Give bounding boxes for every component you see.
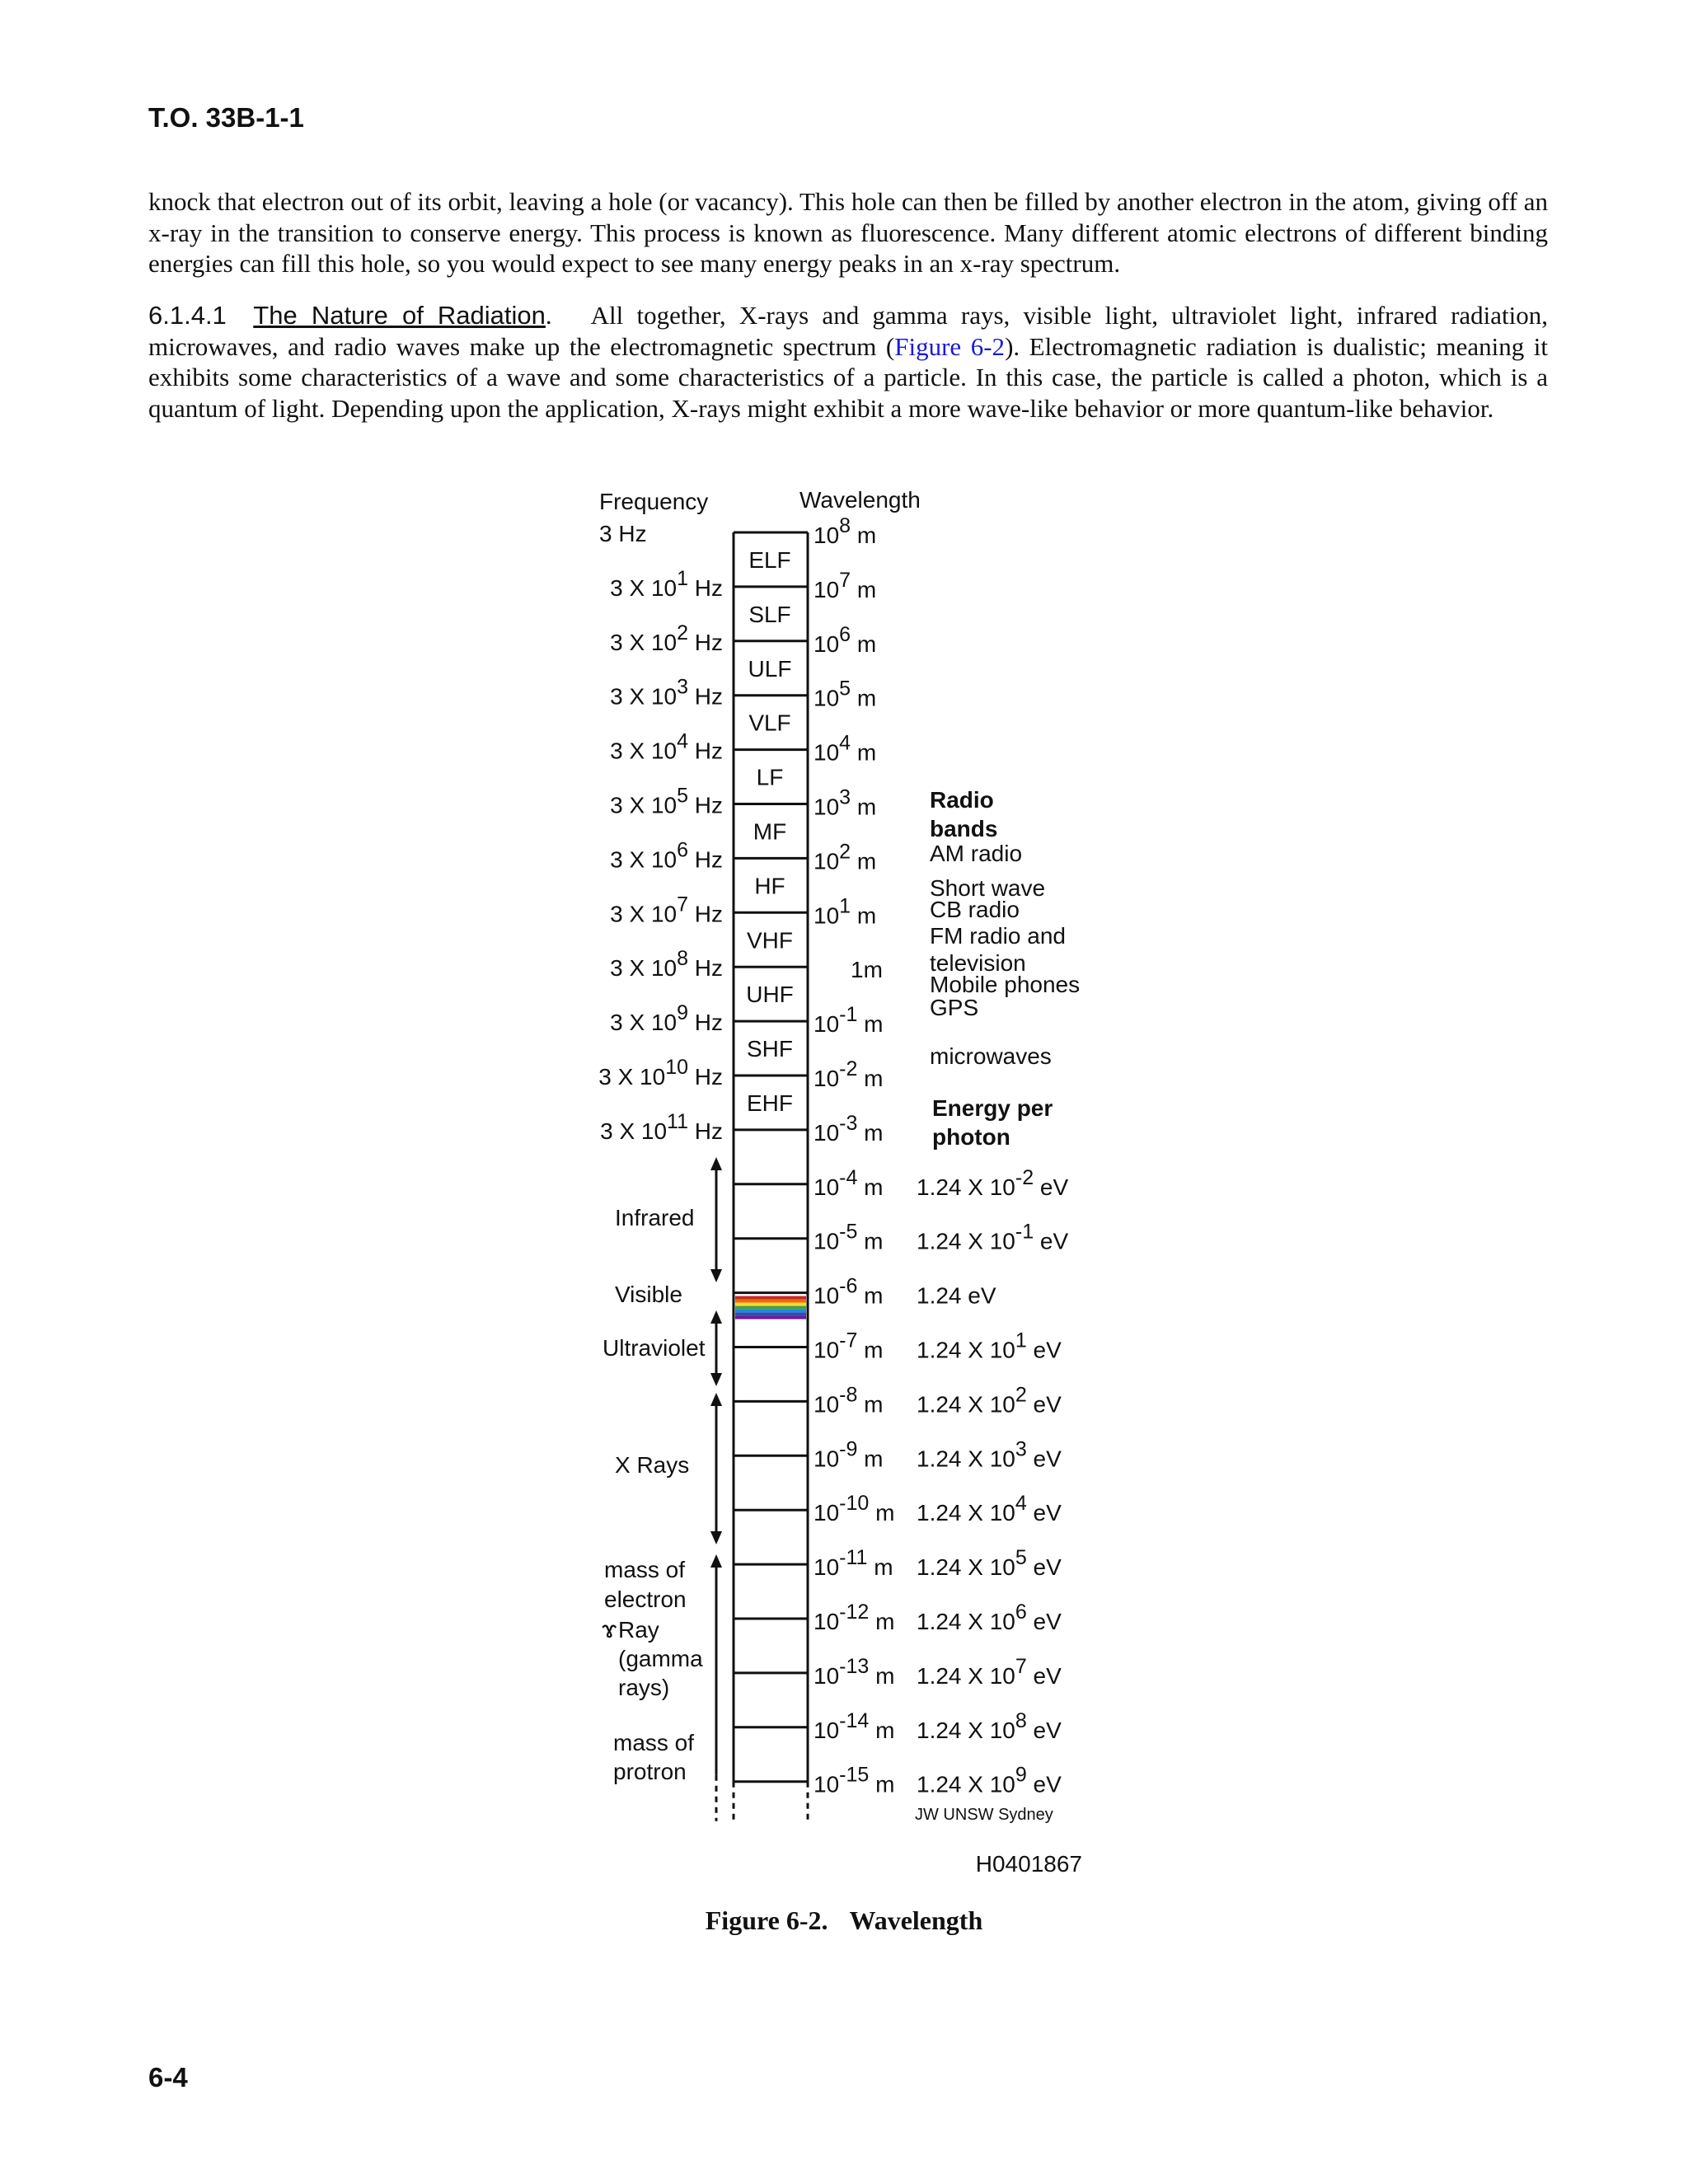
figure-credit: JW UNSW Sydney (915, 1806, 1053, 1824)
mass-electron-label: mass of (604, 1557, 686, 1582)
ultraviolet-arrow-head (710, 1373, 722, 1386)
paragraph-fluorescence: knock that electron out of its orbit, leaving a hole (or vacancy). This hole can then be filled by another electron in the atom, giving off an x-ray in the transition to conserve energy. This process is known as fluorescence. Many different atomic electrons of different binding energies can fill this hole, so you would expect to see many energy peaks in an x-ray spectrum. (148, 187, 1548, 278)
band-label-lf: LF (756, 764, 784, 790)
figure-caption-title: Wavelength (849, 1905, 983, 1935)
energy-label: 1.24 eV (917, 1282, 996, 1309)
energy-label: 1.24 X 107 eV (917, 1654, 1062, 1689)
ultraviolet-label: Ultraviolet (603, 1335, 706, 1361)
xrays-label: X Rays (615, 1452, 690, 1478)
frequency-label: 3 X 106 Hz (610, 838, 723, 873)
visible-spectrum-band (735, 1303, 806, 1306)
wavelength-label: 10-2 m (814, 1057, 884, 1091)
wavelength-header: Wavelength (799, 487, 921, 513)
frequency-label: 3 Hz (599, 521, 647, 546)
figure-link[interactable]: Figure 6-2 (894, 331, 1006, 361)
energy-label: 1.24 X 104 eV (917, 1492, 1062, 1526)
wavelength-label: 10-14 m (814, 1708, 895, 1743)
band-label-slf: SLF (748, 601, 791, 627)
wavelength-label: 10-15 m (814, 1763, 895, 1797)
wavelength-label: 10-7 m (814, 1329, 884, 1363)
visible-spectrum-band (735, 1300, 806, 1303)
radio-use-label: AM radio (930, 841, 1023, 866)
radio-use-label: television (930, 950, 1026, 976)
wavelength-label: 10-10 m (814, 1492, 895, 1526)
energy-label: 1.24 X 108 eV (917, 1708, 1062, 1743)
wavelength-label: 10-1 m (814, 1003, 884, 1038)
energy-label: 1.24 X 105 eV (917, 1546, 1062, 1581)
wavelength-label: 1m (851, 957, 883, 983)
band-label-vlf: VLF (748, 710, 791, 736)
radio-bands-title: bands (930, 816, 998, 841)
wavelength-label: 102 m (814, 840, 877, 874)
frequency-label: 3 X 108 Hz (610, 947, 723, 982)
energy-label: 1.24 X 10-1 eV (917, 1220, 1069, 1254)
frequency-label: 3 X 104 Hz (610, 729, 723, 764)
xray-arrow-head (710, 1531, 722, 1544)
radio-bands-title: Radio (930, 787, 994, 813)
visible-spectrum-band (735, 1316, 806, 1319)
band-label-elf: ELF (748, 546, 791, 573)
band-label-mf: MF (753, 818, 787, 845)
frequency-label: 3 X 103 Hz (610, 675, 723, 710)
band-label-vhf: VHF (747, 927, 793, 954)
gamma-symbol: ɤ (602, 1616, 617, 1643)
energy-label: 1.24 X 109 eV (917, 1763, 1062, 1797)
gamma-ray-label: (gamma (618, 1646, 703, 1671)
paragraph-text-end: ). Electromagnetic radiation is dualistic; meaning it exhibits some characteristics of a wave and some characteristics of a particle. In this case, the particle is called a photon, which is a quantum of light. Depending upon the application, X-rays might exhibit a more wave-like behavior or more quantum-like behavior. (148, 331, 1548, 423)
mass-electron-label: electron (604, 1586, 687, 1612)
energy-title: photon (932, 1124, 1010, 1150)
wavelength-label: 106 m (814, 622, 877, 657)
radio-use-label: FM radio and (930, 923, 1066, 949)
visible-spectrum-band (735, 1306, 806, 1310)
wavelength-label: 104 m (814, 731, 877, 766)
energy-label: 1.24 X 102 eV (917, 1383, 1062, 1418)
wavelength-label: 107 m (814, 568, 877, 602)
wavelength-label: 10-6 m (814, 1274, 884, 1309)
gamma-arrow-head (710, 1554, 722, 1568)
band-label-uhf: UHF (746, 982, 794, 1008)
band-label-ehf: EHF (747, 1090, 793, 1116)
frequency-label: 3 X 102 Hz (610, 621, 723, 655)
wavelength-label: 103 m (814, 785, 877, 820)
frequency-label: 3 X 107 Hz (610, 893, 723, 927)
wavelength-label: 10-13 m (814, 1654, 895, 1689)
wavelength-label: 10-11 m (814, 1546, 893, 1581)
xray-arrow-head (710, 1393, 722, 1406)
section-title-end: . (545, 301, 552, 330)
frequency-label: 3 X 101 Hz (610, 566, 723, 601)
energy-label: 1.24 X 10-2 eV (917, 1165, 1069, 1200)
radio-use-label: Short wave (930, 875, 1046, 901)
paragraph-text-start: All together, X-rays and gamma rays, visible light, ultraviolet light, infrared radiation, microwaves, and radio waves make up the electromagnetic spectrum ( (148, 301, 1549, 361)
radio-use-label: CB radio (930, 897, 1020, 922)
infrared-arrow-head (710, 1157, 722, 1170)
infrared-arrow-head (710, 1269, 722, 1282)
microwaves-label: microwaves (930, 1043, 1052, 1069)
wavelength-label: 105 m (814, 677, 877, 711)
radio-use-label: Mobile phones (930, 972, 1081, 997)
frequency-label: 3 X 1010 Hz (598, 1056, 723, 1090)
frequency-label: 3 X 1011 Hz (600, 1109, 723, 1144)
document-id: T.O. 33B-1-1 (148, 102, 304, 133)
wavelength-label: 10-8 m (814, 1383, 884, 1418)
wavelength-label: 10-5 m (814, 1220, 884, 1254)
wavelength-label: 10-12 m (814, 1601, 895, 1634)
section-number: 6.1.4.1 (148, 301, 227, 330)
section-title: The Nature of Radiation (253, 301, 546, 330)
gamma-ray-label: Ray (618, 1617, 659, 1643)
figure-caption (0, 1905, 1688, 1936)
wavelength-label: 10-4 m (814, 1165, 884, 1200)
energy-label: 1.24 X 101 eV (917, 1329, 1062, 1363)
ultraviolet-arrow-head (710, 1310, 722, 1324)
frequency-header: Frequency (599, 489, 709, 514)
mass-proton-label: mass of (613, 1730, 695, 1755)
visible-spectrum-band (735, 1296, 806, 1300)
wavelength-label: 10-9 m (814, 1437, 884, 1472)
frequency-label: 3 X 105 Hz (610, 784, 723, 818)
wavelength-label: 108 m (814, 514, 877, 548)
page-number: 6-4 (148, 2062, 188, 2093)
energy-label: 1.24 X 106 eV (917, 1601, 1062, 1634)
infrared-label: Infrared (615, 1205, 695, 1230)
band-label-ulf: ULF (748, 655, 792, 682)
visible-spectrum-band (735, 1310, 806, 1313)
mass-proton-label: protron (613, 1759, 687, 1784)
band-label-hf: HF (754, 873, 785, 899)
visible-label: Visible (615, 1282, 682, 1307)
energy-label: 1.24 X 103 eV (917, 1437, 1062, 1472)
wavelength-label: 10-3 m (814, 1111, 884, 1146)
gamma-ray-label: rays) (618, 1675, 670, 1700)
radio-use-label: GPS (930, 995, 979, 1020)
figure-caption-label: Figure 6-2. (705, 1905, 828, 1935)
wavelength-label: 101 m (814, 894, 877, 929)
energy-title: Energy per (932, 1095, 1053, 1121)
visible-spectrum-band (735, 1313, 806, 1316)
frequency-label: 3 X 109 Hz (610, 1001, 723, 1036)
band-label-shf: SHF (747, 1036, 793, 1062)
figure-id: H0401867 (975, 1851, 1082, 1877)
